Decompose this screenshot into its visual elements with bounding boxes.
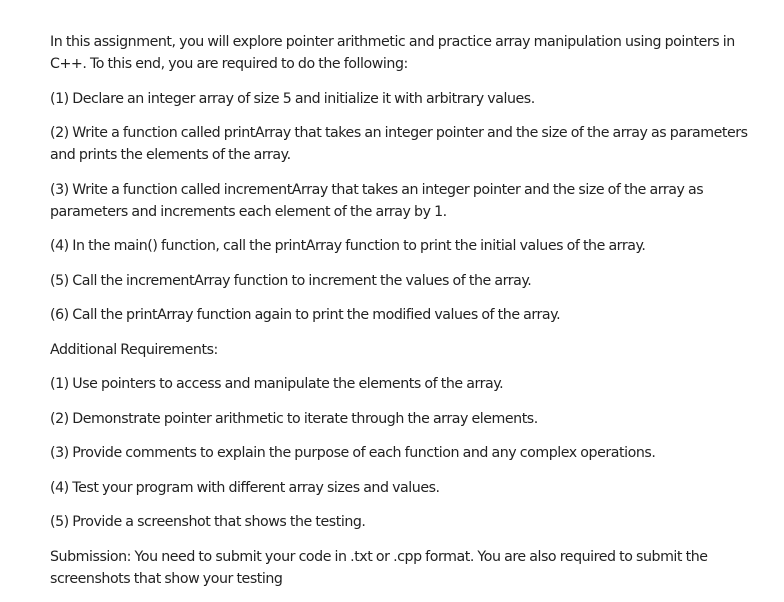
additional-requirements-heading: Additional Requirements:: [50, 341, 218, 358]
assignment-document: [50, 31, 770, 602]
requirement-1: (1) Use pointers to access and manipulate the elements of the array.: [50, 376, 504, 392]
requirement-3: (3) Provide comments to explain the purpose of each function and any complex operations.: [50, 445, 656, 461]
task-1: (1) Declare an integer array of size 5 and initialize it with arbitrary values.: [50, 90, 535, 107]
task-6: (6) Call the printArray function again to print the modified values of the array.: [50, 307, 561, 323]
task-5: (5) Call the incrementArray function to increment the values of the array.: [50, 272, 532, 289]
requirement-4: (4) Test your program with different array sizes and values.: [50, 479, 440, 496]
intro-paragraph: In this assignment, you will explore pointer arithmetic and practice array manipulation using pointers in C++. To this end, you are required to do the following:: [50, 34, 735, 72]
submission-paragraph: Submission: You need to submit your code in .txt or .cpp format. You are also required to submit the screenshots that show your testing: [50, 548, 708, 587]
requirement-2: (2) Demonstrate pointer arithmetic to iterate through the array elements.: [50, 410, 538, 427]
task-4: (4) In the main() function, call the printArray function to print the initial values of the array.: [50, 238, 646, 254]
task-3: (3) Write a function called incrementArray that takes an integer pointer and the size of the array as parameters and increments each element of the array by 1.: [50, 181, 704, 220]
task-2: (2) Write a function called printArray that takes an integer pointer and the size of the array as parameters and prints the elements of the array.: [50, 125, 748, 163]
requirement-5: (5) Provide a screenshot that shows the testing.: [50, 514, 366, 530]
